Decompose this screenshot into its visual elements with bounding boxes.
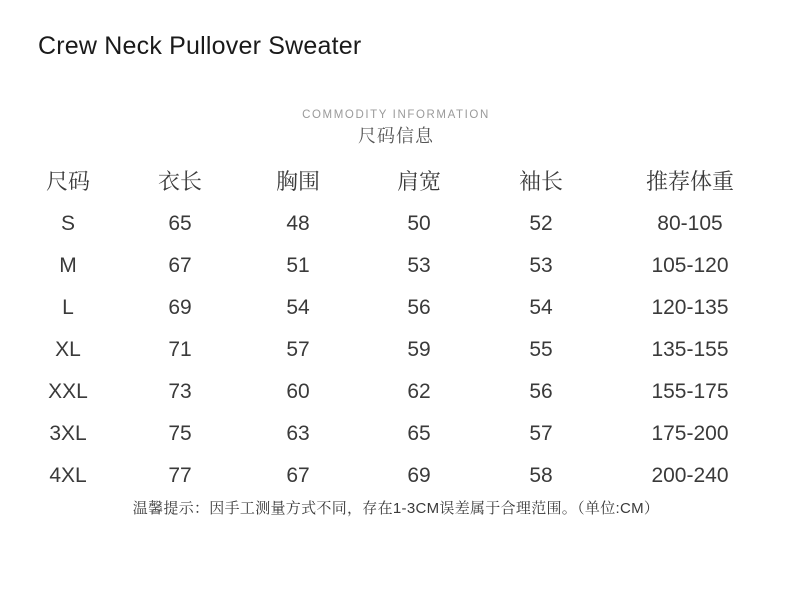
cell-length: 67	[168, 254, 192, 277]
cell-bust: 48	[286, 212, 310, 235]
cell-shoulder: 59	[407, 338, 431, 361]
cell-size: XXL	[48, 380, 88, 403]
column-header-sleeve: 袖长	[518, 168, 563, 194]
cell-bust: 51	[286, 254, 310, 277]
cell-sleeve: 52	[529, 212, 553, 235]
cell-weight: 80-105	[657, 212, 723, 235]
column-header-shoulder: 肩宽	[396, 168, 441, 194]
cell-weight: 155-175	[651, 380, 729, 403]
cell-sleeve: 53	[529, 254, 553, 277]
cell-sleeve: 57	[529, 422, 553, 445]
cell-size: 4XL	[49, 464, 87, 487]
cell-length: 77	[168, 464, 192, 487]
column-header-bust: 胸围	[275, 168, 320, 194]
cell-shoulder: 50	[407, 212, 431, 235]
cell-bust: 67	[286, 464, 310, 487]
cell-length: 69	[168, 296, 192, 319]
column-header-length: 衣长	[157, 168, 202, 194]
page-title: Crew Neck Pullover Sweater	[38, 32, 362, 60]
cell-size: S	[60, 212, 75, 235]
cell-sleeve: 54	[529, 296, 553, 319]
cell-weight: 175-200	[651, 422, 729, 445]
table-row	[14, 203, 778, 245]
table-row	[14, 329, 778, 371]
table-row	[14, 413, 778, 455]
cell-weight: 200-240	[651, 464, 729, 487]
cell-weight: 120-135	[651, 296, 729, 319]
cell-shoulder: 62	[407, 380, 431, 403]
column-header-weight: 推荐体重	[645, 168, 734, 194]
cell-length: 75	[168, 422, 192, 445]
cell-sleeve: 58	[529, 464, 553, 487]
table-row	[14, 371, 778, 413]
cell-bust: 57	[286, 338, 310, 361]
table-row	[14, 287, 778, 329]
cell-weight: 105-120	[651, 254, 729, 277]
cell-size: M	[59, 254, 77, 277]
size-chart-table	[14, 160, 778, 497]
table-row	[14, 245, 778, 287]
cell-size: 3XL	[49, 422, 87, 445]
cell-size: XL	[55, 338, 81, 361]
cell-sleeve: 56	[529, 380, 553, 403]
cell-length: 71	[168, 338, 192, 361]
measurement-disclaimer: 温馨提示：因手工测量方式不同，存在1-3CM误差属于合理范围。（单位:CM）	[132, 500, 660, 517]
cell-bust: 54	[286, 296, 310, 319]
cell-shoulder: 69	[407, 464, 431, 487]
size-chart-header-chinese: 尺码信息	[358, 126, 434, 146]
size-chart-header	[0, 108, 792, 148]
column-header-size: 尺码	[45, 168, 90, 194]
cell-shoulder: 56	[407, 296, 431, 319]
cell-length: 73	[168, 380, 192, 403]
cell-weight: 135-155	[651, 338, 729, 361]
cell-length: 65	[168, 212, 192, 235]
table-header-row	[14, 160, 778, 203]
cell-shoulder: 53	[407, 254, 431, 277]
cell-shoulder: 65	[407, 422, 431, 445]
cell-bust: 60	[286, 380, 310, 403]
cell-sleeve: 55	[529, 338, 553, 361]
cell-size: L	[62, 296, 74, 319]
cell-bust: 63	[286, 422, 310, 445]
table-row	[14, 455, 778, 497]
size-chart-header-english: COMMODITY INFORMATION	[302, 109, 490, 121]
